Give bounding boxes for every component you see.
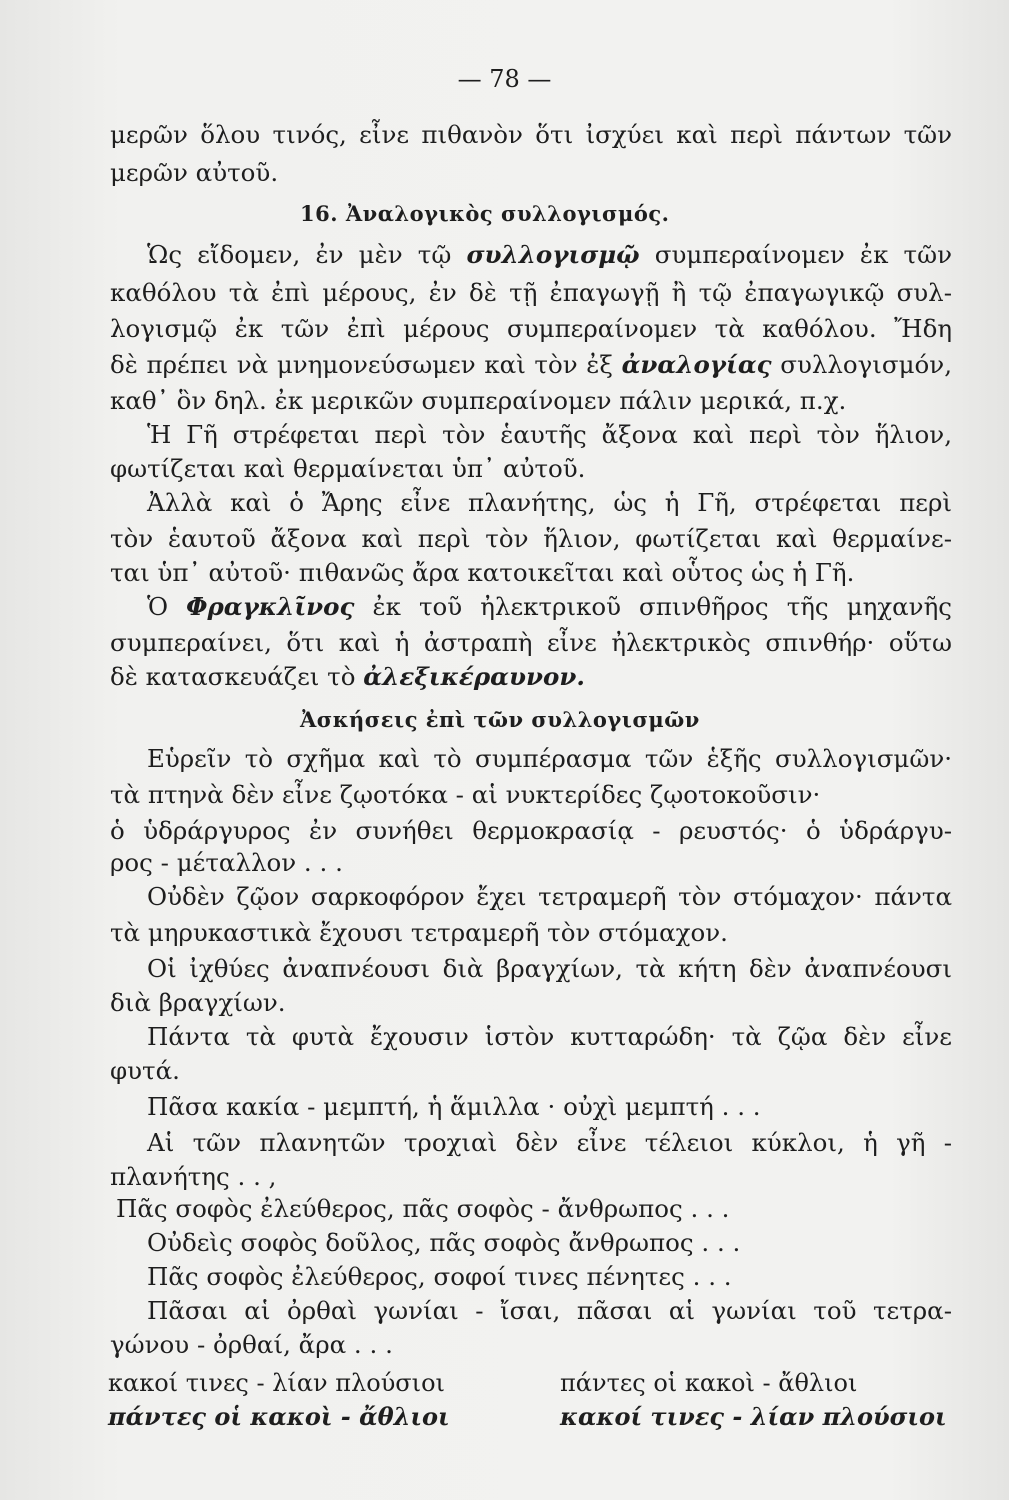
emphasis-term: ἀλεξικέραυνον. [363, 662, 585, 691]
text-span: Ὁ [147, 592, 169, 621]
conclusion-right: κακοί τινες - λίαν πλούσιοι [560, 1402, 947, 1431]
emphasis-term: συλλογισμῷ [466, 240, 640, 269]
premise-left: κακοί τινες - λίαν πλούσιοι [108, 1369, 445, 1397]
text-line: καθόλου τὰ ἐπὶ μέρους, ἐν δὲ τῇ ἐπαγωγῇ ἢ τῷ ἐπαγωγικῷ συλ- [110, 278, 952, 307]
text-line: τὸν ἑαυτοῦ ἄξονα καὶ περὶ τὸν ἥλιον, φωτίζεται καὶ θερμαίνε- [110, 524, 952, 553]
text-line: ται ὑπ᾽ αὐτοῦ· πιθανῶς ἄρα κατοικεῖται καὶ οὗτος ὡς ἡ Γῆ. [110, 558, 855, 587]
text-line [147, 238, 952, 274]
text-line: Οἱ ἰχθύες ἀναπνέουσι διὰ βραγχίων, τὰ κήτη δὲν ἀναπνέουσι [147, 954, 952, 983]
text-line [110, 348, 952, 384]
emphasis-term: Φραγκλῖνος [186, 592, 355, 621]
text-line: τὰ πτηνὰ δὲν εἶνε ζῳοτόκα - αἱ νυκτερίδες ζῳοτοκοῦσιν· [110, 780, 821, 809]
premise-right: πάντες οἱ κακοὶ - ἄθλιοι [560, 1369, 858, 1397]
text-line: λογισμῷ ἐκ τῶν ἐπὶ μέρους συμπεραίνομεν τὰ καθόλου. Ἤδη [110, 314, 952, 343]
text-line: Ἡ Γῆ στρέφεται περὶ τὸν ἑαυτῆς ἄξονα καὶ περὶ τὸν ἥλιον, [147, 420, 952, 449]
emphasis-term: ἀναλογίας [621, 350, 772, 379]
text-line: Πάντα τὰ φυτὰ ἔχουσιν ἱστὸν κυτταρώδη· τὰ ζῷα δὲν εἶνε [147, 1022, 952, 1051]
text-line: πλανήτης . . , [110, 1162, 277, 1191]
text-span: δὲ πρέπει νὰ μνημονεύσωμεν καὶ τὸν ἐξ [110, 350, 613, 379]
exercises-heading [300, 702, 800, 738]
section-number: 16. [300, 201, 339, 226]
section-heading [300, 196, 800, 232]
text-line: Οὐδεὶς σοφὸς δοῦλος, πᾶς σοφὸς ἄνθρωπος . . . [147, 1228, 741, 1257]
text-span: ἐκ τοῦ ἠλεκτρικοῦ σπινθῆρος τῆς μηχανῆς [372, 592, 952, 621]
text-line: Πᾶς σοφὸς ἐλεύθερος, πᾶς σοφὸς - ἄνθρωπος . . . [116, 1194, 730, 1223]
text-line: διὰ βραγχίων. [110, 988, 286, 1017]
text-line: Πᾶσα κακία - μεμπτή, ἡ ἅμιλλα · οὐχὶ μεμπτή . . . [147, 1092, 761, 1121]
text-span: συλλογισμόν, [780, 350, 952, 379]
text-line [147, 590, 952, 626]
text-line [110, 660, 952, 696]
text-line: Πᾶς σοφὸς ἐλεύθερος, σοφοί τινες πένητες . . . [147, 1262, 732, 1291]
text-span: συμπεραίνομεν ἐκ τῶν [654, 240, 952, 269]
text-span: Ὡς εἴδομεν, ἐν μὲν τῷ [147, 240, 452, 269]
text-line: φυτά. [110, 1056, 180, 1085]
section-title: Ἀναλογικὸς συλλογισμός. [345, 201, 670, 226]
text-line: συμπεραίνει, ὅτι καὶ ἡ ἀστραπὴ εἶνε ἠλεκτρικὸς σπινθήρ· οὕτω [110, 628, 952, 657]
text-line: ὁ ὑδράργυρος ἐν συνήθει θερμοκρασίᾳ - ρευστός· ὁ ὑδράργυ- [110, 816, 952, 845]
text-line: μερῶν ὅλου τινός, εἶνε πιθανὸν ὅτι ἰσχύει καὶ περὶ πάντων τῶν [110, 120, 952, 149]
text-line: καθ᾽ ὃν δηλ. ἐκ μερικῶν συμπεραίνομεν πάλιν μερικά, π.χ. [110, 386, 847, 415]
text-line: Εὑρεῖν τὸ σχῆμα καὶ τὸ συμπέρασμα τῶν ἑξῆς συλλογισμῶν· [147, 744, 952, 773]
text-line: ρος - μέταλλον . . . [110, 848, 343, 877]
page-number: — 78 — [457, 65, 552, 93]
text-line: Πᾶσαι αἱ ὀρθαὶ γωνίαι - ἴσαι, πᾶσαι αἱ γωνίαι τοῦ τετρα- [147, 1296, 952, 1325]
conclusion-left: πάντες οἱ κακοὶ - ἄθλιοι [108, 1402, 450, 1431]
text-line: γώνου - ὀρθαί, ἄρα . . . [110, 1330, 393, 1359]
text-line: φωτίζεται καὶ θερμαίνεται ὑπ᾽ αὐτοῦ. [110, 454, 586, 483]
text-line: Αἱ τῶν πλανητῶν τροχιαὶ δὲν εἶνε τέλειοι κύκλοι, ἡ γῆ - [147, 1128, 952, 1157]
text-line: Οὐδὲν ζῷον σαρκοφόρον ἔχει τετραμερῆ τὸν στόμαχον· πάντα [147, 882, 952, 911]
text-span: δὲ κατασκευάζει τὸ [110, 662, 356, 691]
exercises-title: Ἀσκήσεις ἐπὶ τῶν συλλογισμῶν [300, 707, 700, 732]
text-line: τὰ μηρυκαστικὰ ἔχουσι τετραμερῆ τὸν στόμαχον. [110, 918, 728, 947]
text-line: Ἀλλὰ καὶ ὁ Ἄρης εἶνε πλανήτης, ὡς ἡ Γῆ, στρέφεται περὶ [147, 488, 952, 517]
text-line: μερῶν αὐτοῦ. [110, 158, 279, 187]
